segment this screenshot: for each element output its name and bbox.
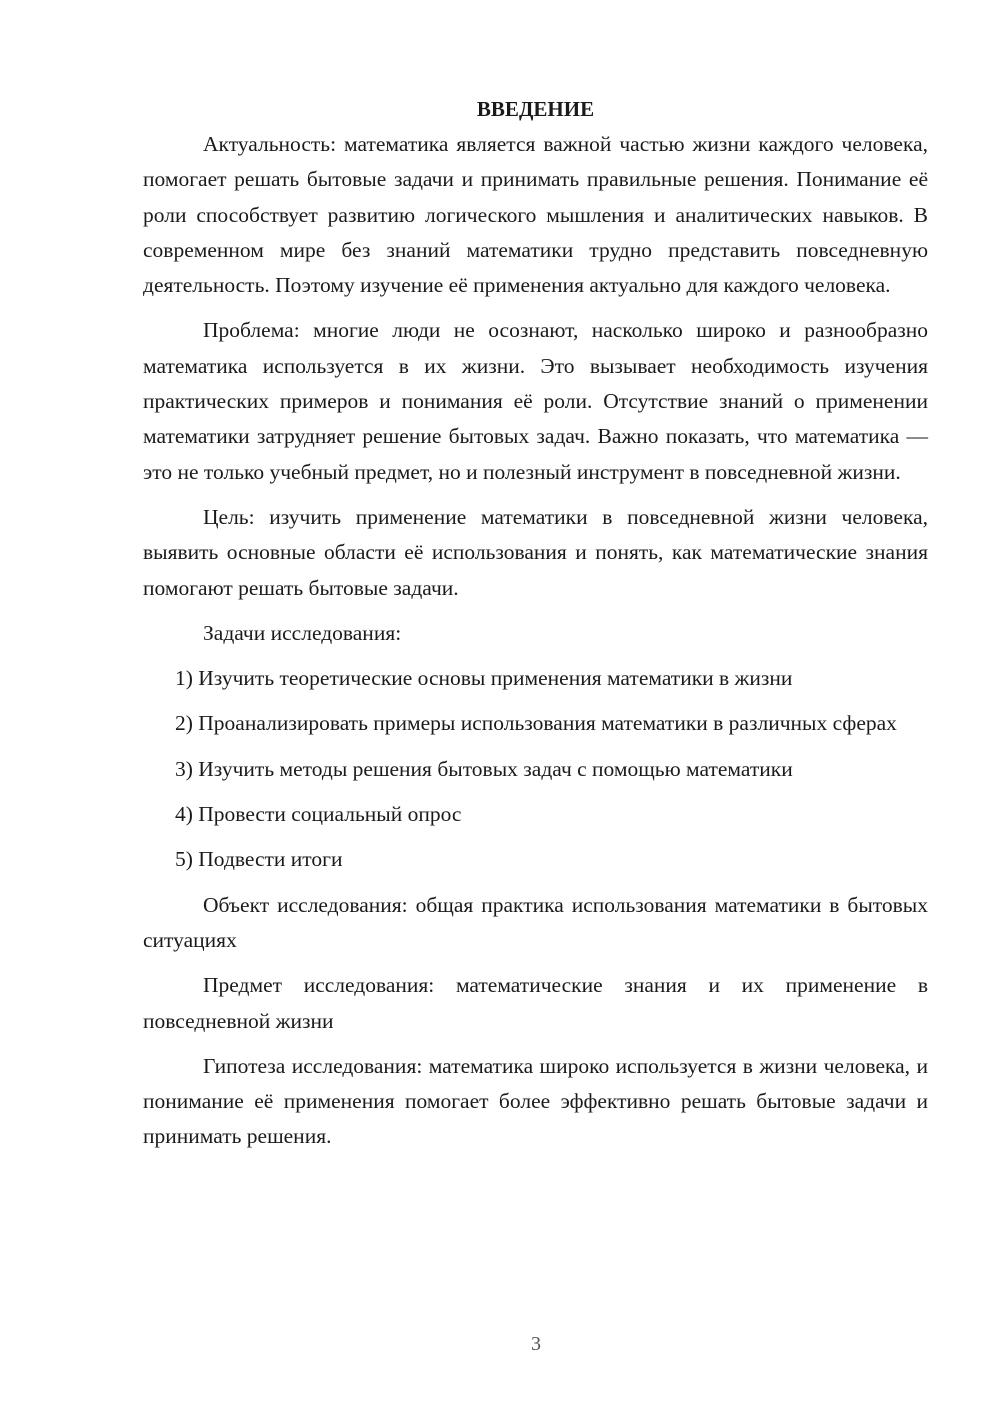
task-item-3: 3) Изучить методы решения бытовых задач с помощью математики	[175, 756, 793, 781]
task-item-4: 4) Провести социальный опрос	[175, 802, 462, 827]
paragraph-problem: Проблема: многие люди не осознают, насколько широко и разнообразно математика используется в их жизни. Это вызывает необходимость изучения практических примеров и понимания её роли. Отсутствие знаний о применении математики затрудняет решение бытовых задач. Важно показать, что математика — это не только учебный предмет, но и полезный инструмент в повседневной жизни.	[143, 318, 928, 484]
paragraph-goal: Цель: изучить применение математики в повседневной жизни человека, выявить основные области её использования и понять, как математические знания помогают решать бытовые задачи.	[143, 504, 928, 600]
task-item-5: 5) Подвести итоги	[175, 847, 343, 872]
paragraph-tasks-heading: Задачи исследования:	[203, 620, 402, 645]
paragraph-subject: Предмет исследования: математические знания и их применение в повседневной жизни	[143, 973, 928, 1033]
paragraph-hypothesis: Гипотеза исследования: математика широко используется в жизни человека, и понимание её применения помогает более эффективно решать бытовые задачи и принимать решения.	[143, 1053, 928, 1149]
page-number: 3	[531, 1333, 541, 1355]
paragraph-object: Объект исследования: общая практика использования математики в бытовых ситуациях	[143, 892, 928, 952]
section-heading: ВВЕДЕНИЕ	[476, 97, 595, 121]
paragraph-relevance: Актуальность: математика является важной частью жизни каждого человека, помогает решать бытовые задачи и принимать правильные решения. Понимание её роли способствует развитию логического мышления и аналитических навыков. В современном мире без знаний математики трудно представить повседневную деятельность. Поэтому изучение её применения актуально для каждого человека.	[143, 132, 928, 298]
task-item-2: 2) Проанализировать примеры использования математики в различных сферах	[175, 711, 897, 736]
page-body	[143, 92, 928, 1155]
task-item-1: 1) Изучить теоретические основы применения математики в жизни	[175, 666, 793, 691]
